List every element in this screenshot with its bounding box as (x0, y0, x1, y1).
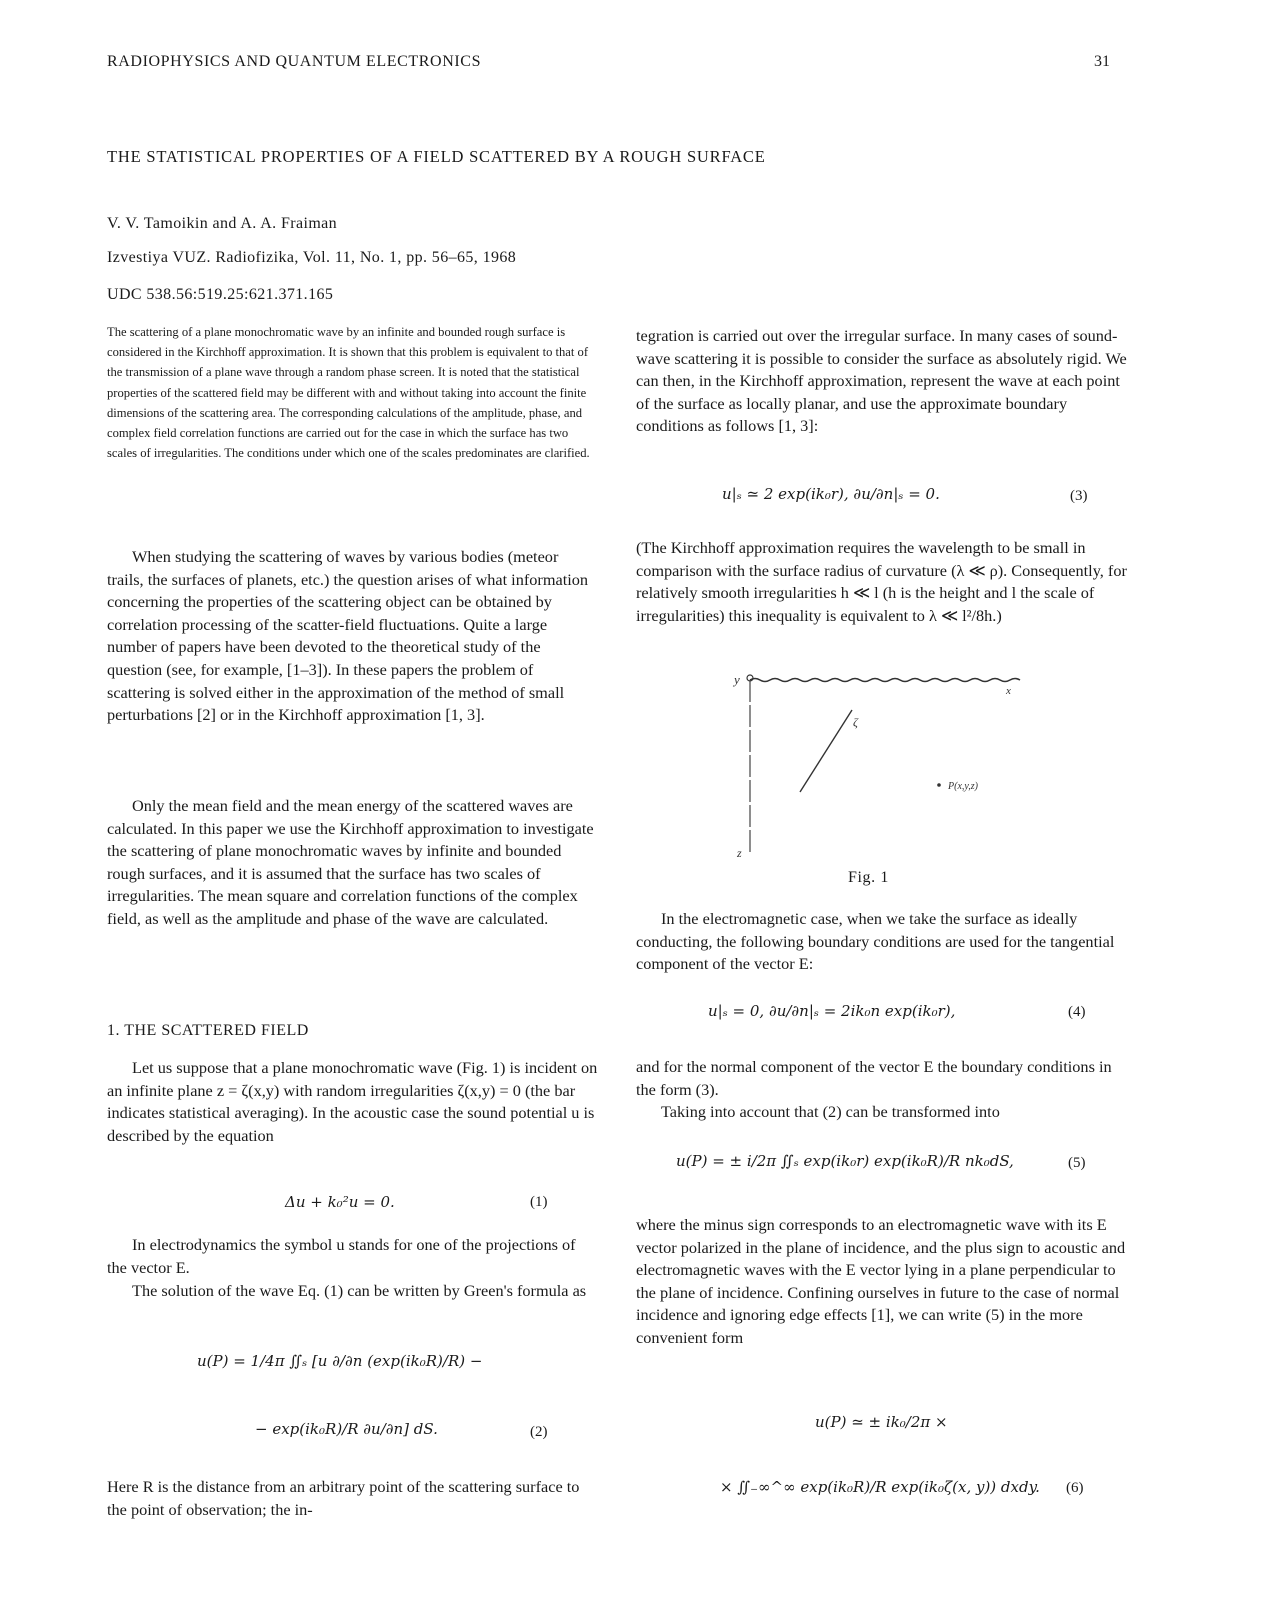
paragraph-text: where the minus sign corresponds to an electromagnetic wave with its E vector polarized in the plane of incidence, and the plus sign to acoustic and electromagnetic waves with the E vector lying in a plane perpendicular to the plane of incidence. Confining ourselves in future to the case of normal incidence and ignoring edge effects [1], we can write (5) in the more convenient form (636, 1215, 1126, 1347)
right-paragraph-5 (636, 1101, 1128, 1124)
equation-2-line-1: u(P) = 1/4π ∬ₛ [u ∂/∂n (exp(ik₀R)/R) − (197, 1352, 483, 1370)
abstract: The scattering of a plane monochromatic wave by an infinite and bounded rough surface is considered in the Kirchhoff approximation. It is shown that this problem is equivalent to that of the transmission of a plane wave through a random phase screen. It is noted that the statistical properties of the scattered field may be different with and without taking into account the finite dimensions of the scattering area. The corresponding calculations of the amplitude, phase, and complex field correlation functions are carried out for the case in which the surface has two scales of irregularities. The conditions under which one of the scales predominates are clarified. (107, 325, 590, 461)
paragraph-text: (The Kirchhoff approximation requires the wavelength to be small in comparison with the surface radius of curvature (λ ≪ ρ). Consequently, for relatively smooth irregularities h ≪ l (h is the height and l the scale of irregularities) this inequality is equivalent to λ ≪ l²/8h.) (636, 538, 1127, 625)
paragraph-text: tegration is carried out over the irregular surface. In many cases of sound-wave scattering it is possible to consider the surface as absolutely rigid. We can then, in the Kirchhoff approximation, represent the wave at each point of the surface as locally planar, and use the approximate boundary conditions as follows [1, 3]: (636, 326, 1127, 436)
equation-6-line-1: u(P) ≃ ± ik₀/2π × (815, 1413, 948, 1431)
intro-paragraph-1 (107, 546, 599, 727)
right-paragraph-1 (636, 325, 1128, 438)
label-x: x (1006, 685, 1011, 697)
section-paragraph-2 (107, 1234, 599, 1279)
equation-4: u|ₛ = 0, ∂u/∂n|ₛ = 2ik₀n exp(ik₀r), (708, 1002, 956, 1020)
equation-3: u|ₛ ≃ 2 exp(ik₀r), ∂u/∂n|ₛ = 0. (722, 485, 940, 503)
right-paragraph-4 (636, 1056, 1128, 1101)
section-paragraph-3 (107, 1280, 599, 1303)
paragraph-text: Only the mean field and the mean energy of the scattered waves are calculated. In this paper we use the Kirchhoff approximation to investigate the scattering of plane monochromatic waves by infinite and bounded rough surfaces, and it is assumed that the surface has two scales of irregularities. The mean square and correlation functions of the complex field, as well as the amplitude and phase of the wave are calculated. (107, 796, 594, 928)
label-z: z (737, 846, 742, 860)
label-y: y (734, 672, 740, 687)
equation-1: Δu + k₀²u = 0. (285, 1193, 395, 1211)
label-point: P(x,y,z) (948, 781, 978, 792)
paragraph-text: The solution of the wave Eq. (1) can be written by Green's formula as (132, 1281, 587, 1300)
right-paragraph-2 (636, 537, 1128, 627)
article-title: THE STATISTICAL PROPERTIES OF A FIELD SCATTERED BY A ROUGH SURFACE (107, 147, 766, 166)
equation-4-number: (4) (1068, 1004, 1086, 1020)
page-number: 31 (1094, 53, 1110, 70)
right-paragraph-3 (636, 908, 1128, 976)
section-heading: 1. THE SCATTERED FIELD (107, 1022, 309, 1039)
paragraph-text: In electrodynamics the symbol u stands for one of the projections of the vector E. (107, 1235, 576, 1277)
equation-2-number: (2) (530, 1424, 548, 1440)
authors: V. V. Tamoikin and A. A. Fraiman (107, 215, 338, 232)
paragraph-text: Let us suppose that a plane monochromatic wave (Fig. 1) is incident on an infinite plane z = ζ(x,y) with random irregularities ζ(x,y) = 0 (the bar indicates statistical averaging). In the acoustic case the sound potential u is described by the equation (107, 1058, 598, 1145)
udc-code: UDC 538.56:519.25:621.371.165 (107, 286, 334, 303)
equation-5: u(P) = ± i/2π ∬ₛ exp(ik₀r) exp(ik₀R)/R nk₀dS, (676, 1152, 1014, 1170)
journal-header: RADIOPHYSICS AND QUANTUM ELECTRONICS (107, 53, 482, 70)
right-paragraph-6 (636, 1214, 1128, 1350)
figure-1 (720, 662, 1040, 862)
equation-6-line-2: × ∬₋∞^∞ exp(ik₀R)/R exp(ik₀ζ(x, y)) dxdy. (720, 1478, 1040, 1496)
citation: Izvestiya VUZ. Radiofizika, Vol. 11, No. 1, pp. 56–65, 1968 (107, 249, 517, 266)
observation-point (937, 783, 941, 787)
rough-surface-line (750, 679, 1020, 682)
intro-paragraph-2 (107, 795, 599, 931)
equation-2-line-2: − exp(ik₀R)/R ∂u/∂n] dS. (255, 1420, 438, 1438)
figure-caption: Fig. 1 (848, 869, 889, 886)
paragraph-text: When studying the scattering of waves by various bodies (meteor trails, the surfaces of planets, etc.) the question arises of what information concerning the properties of the scattering object can be obtained by correlation processing of the scatter-field fluctuations. Quite a large number of papers have been devoted to the theoretical study of the question (see, for example, [1–3]). In these papers the problem of scattering is solved either in the approximation of the method of small perturbations [2] or in the Kirchhoff approximation [1, 3]. (107, 547, 589, 725)
paragraph-text: In the electromagnetic case, when we take the surface as ideally conducting, the following boundary conditions are used for the tangential component of the vector E: (636, 909, 1115, 974)
zeta-line (800, 710, 852, 792)
equation-1-number: (1) (530, 1194, 548, 1210)
equation-6-number: (6) (1066, 1480, 1084, 1496)
paragraph-text: Taking into account that (2) can be transformed into (661, 1102, 1000, 1121)
equation-3-number: (3) (1070, 488, 1088, 504)
section-paragraph-1 (107, 1057, 599, 1147)
paragraph-text: Here R is the distance from an arbitrary point of the scattering surface to the point of observation; the in- (107, 1477, 580, 1519)
label-zeta: ζ (853, 715, 858, 729)
equation-5-number: (5) (1068, 1155, 1086, 1171)
section-paragraph-4 (107, 1476, 599, 1521)
paragraph-text: and for the normal component of the vector E the boundary conditions in the form (3). (636, 1057, 1112, 1099)
